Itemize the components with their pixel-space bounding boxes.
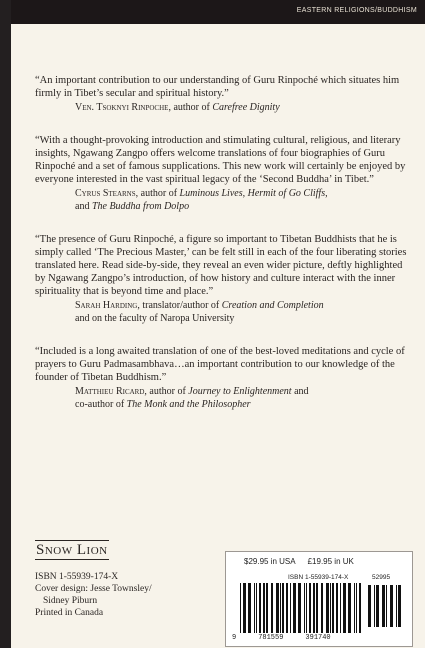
barcode-bar [266, 583, 268, 633]
barcode-box [225, 551, 413, 647]
price-usa: $29.95 in USA [244, 557, 296, 566]
barcode-bar [359, 583, 361, 633]
blurb-role: , author of [144, 386, 189, 397]
barcode-bar [254, 583, 255, 633]
blurb-role-suffix: and [291, 386, 309, 397]
barcode-bar [306, 583, 307, 633]
blurb-attribution [75, 101, 409, 114]
blurb-role: , author of [135, 188, 180, 199]
isbn-text: ISBN 1-55939-174-X [35, 572, 119, 582]
barcode-digits-left: 781559 [258, 634, 284, 642]
blurb-role: , author of [168, 102, 213, 113]
cover-design-credit: Cover design: Jesse Townsley/ [35, 584, 152, 594]
blurb-quote: “With a thought-provoking introduction and stimulating cultural, religious, and literary insights, Ngawang Zangpo offers welcome translations of four biographies of Guru Rinpoché and a set of famous supplications. This new work will certainly be enjoyed by everyone interested in the vast spiritual legacy of the ‘Second Buddha’ in Tibet.” [35, 135, 406, 185]
blurb-author: Sarah Harding [75, 300, 138, 311]
barcode-digits-right: 391740 [305, 634, 331, 642]
barcode-bar [259, 583, 261, 633]
addon-barcode-bars [368, 585, 404, 627]
barcode-addon-number: 52995 [372, 574, 391, 581]
credits [35, 571, 152, 619]
barcode-bar [330, 583, 331, 633]
blurb-work-2: The Buddha from Dolpo [91, 201, 190, 212]
barcode-bar [263, 583, 265, 633]
barcode-bar [313, 583, 315, 633]
blurb-work-2: The Monk and the Philosopher [126, 399, 251, 410]
barcode-bar [348, 583, 351, 633]
barcode-bar [298, 583, 301, 633]
barcode-bar [290, 583, 291, 633]
cover-design-credit-2: Sidney Piburn [43, 596, 98, 606]
barcode-bar [398, 585, 401, 627]
category-bar [11, 0, 425, 24]
barcode-bar [271, 583, 273, 633]
blurb-author: Matthieu Ricard [75, 386, 145, 397]
blurb-3 [35, 233, 409, 325]
category-label: EASTERN RELIGIONS/BUDDHISM [296, 7, 417, 14]
blurb-line2-prefix: co-author of [75, 399, 127, 410]
barcode-bar [309, 583, 311, 633]
barcode-bar [368, 585, 371, 627]
barcode-bar [243, 583, 246, 633]
barcode-bar [304, 583, 305, 633]
barcode-bars [240, 583, 364, 633]
prices [244, 557, 366, 566]
blurb-attribution [75, 187, 409, 213]
barcode-bar [386, 585, 387, 627]
barcode-bar [374, 585, 375, 627]
blurb-quote: “Included is a long awaited translation of one of the best-loved meditations and cycle of prayers to Guru Padmasambhava…an important contribution to our knowledge of the founder of Tibetan Buddhism.” [35, 346, 405, 383]
barcode-bar [354, 583, 355, 633]
barcode-bar [282, 583, 284, 633]
blurb-quote: “An important contribution to our understanding of Guru Rinpoché which situates him firmly in Tibet’s secular and spiritual history.” [35, 75, 400, 99]
blurb-4 [35, 345, 409, 411]
barcode-bar [390, 585, 393, 627]
barcode-bar [340, 583, 341, 633]
barcode-bar [326, 583, 329, 633]
barcode-bar [343, 583, 346, 633]
blurb-author: Ven. Tsoknyi Rinpoche [75, 102, 169, 113]
barcode-bar [356, 583, 357, 633]
barcode-bar [248, 583, 251, 633]
barcode-bar [276, 583, 279, 633]
blurb-attribution [75, 299, 409, 325]
blurbs [35, 74, 409, 431]
price-uk: £19.95 in UK [307, 557, 354, 566]
barcode-bar [240, 583, 241, 633]
publisher-logo: Snow Lion [36, 542, 108, 558]
blurb-quote: “The presence of Guru Rinpoché, a figure so important to Tibetan Buddhists that he is simply called ‘The Precious Master,’ can be felt still in each of the four liberating stories translated here. Read side-by-side, they reveal an even wider picture, deftly highlighted by Ngawang Zangpo’s introduction, of how history and culture interact with the inner spirituality that is beyond time and place.” [35, 234, 407, 297]
blurb-work: Creation and Completion [221, 300, 324, 311]
barcode-bar [332, 583, 334, 633]
blurb-attribution [75, 385, 409, 411]
barcode-bar [280, 583, 281, 633]
blurb-work: Carefree Dignity [212, 102, 280, 113]
barcode-bar [321, 583, 323, 633]
blurb-work: Journey to Enlightenment [188, 386, 292, 397]
blurb-author: Cyrus Stearns [75, 188, 136, 199]
printed-in: Printed in Canada [35, 608, 104, 618]
blurb-2 [35, 134, 409, 213]
barcode-bar [396, 585, 397, 627]
cover-panel [11, 0, 425, 648]
blurb-1 [35, 74, 409, 114]
blurb-work: Luminous Lives, Hermit of Go Cliffs, [179, 188, 328, 199]
barcode-bar [316, 583, 318, 633]
barcode-bar [286, 583, 288, 633]
barcode-isbn: ISBN 1-55939-174-X [288, 574, 349, 581]
blurb-line2-prefix: and on the faculty of Naropa University [75, 313, 235, 324]
barcode-bar [376, 585, 379, 627]
barcode-digits [232, 634, 353, 642]
barcode-bar [382, 585, 385, 627]
barcode-bar [293, 583, 296, 633]
blurb-role: , translator/author of [137, 300, 222, 311]
barcode-bar [336, 583, 338, 633]
barcode-digit-first: 9 [232, 634, 237, 642]
blurb-line2-prefix: and [75, 201, 92, 212]
barcode-bar [256, 583, 257, 633]
